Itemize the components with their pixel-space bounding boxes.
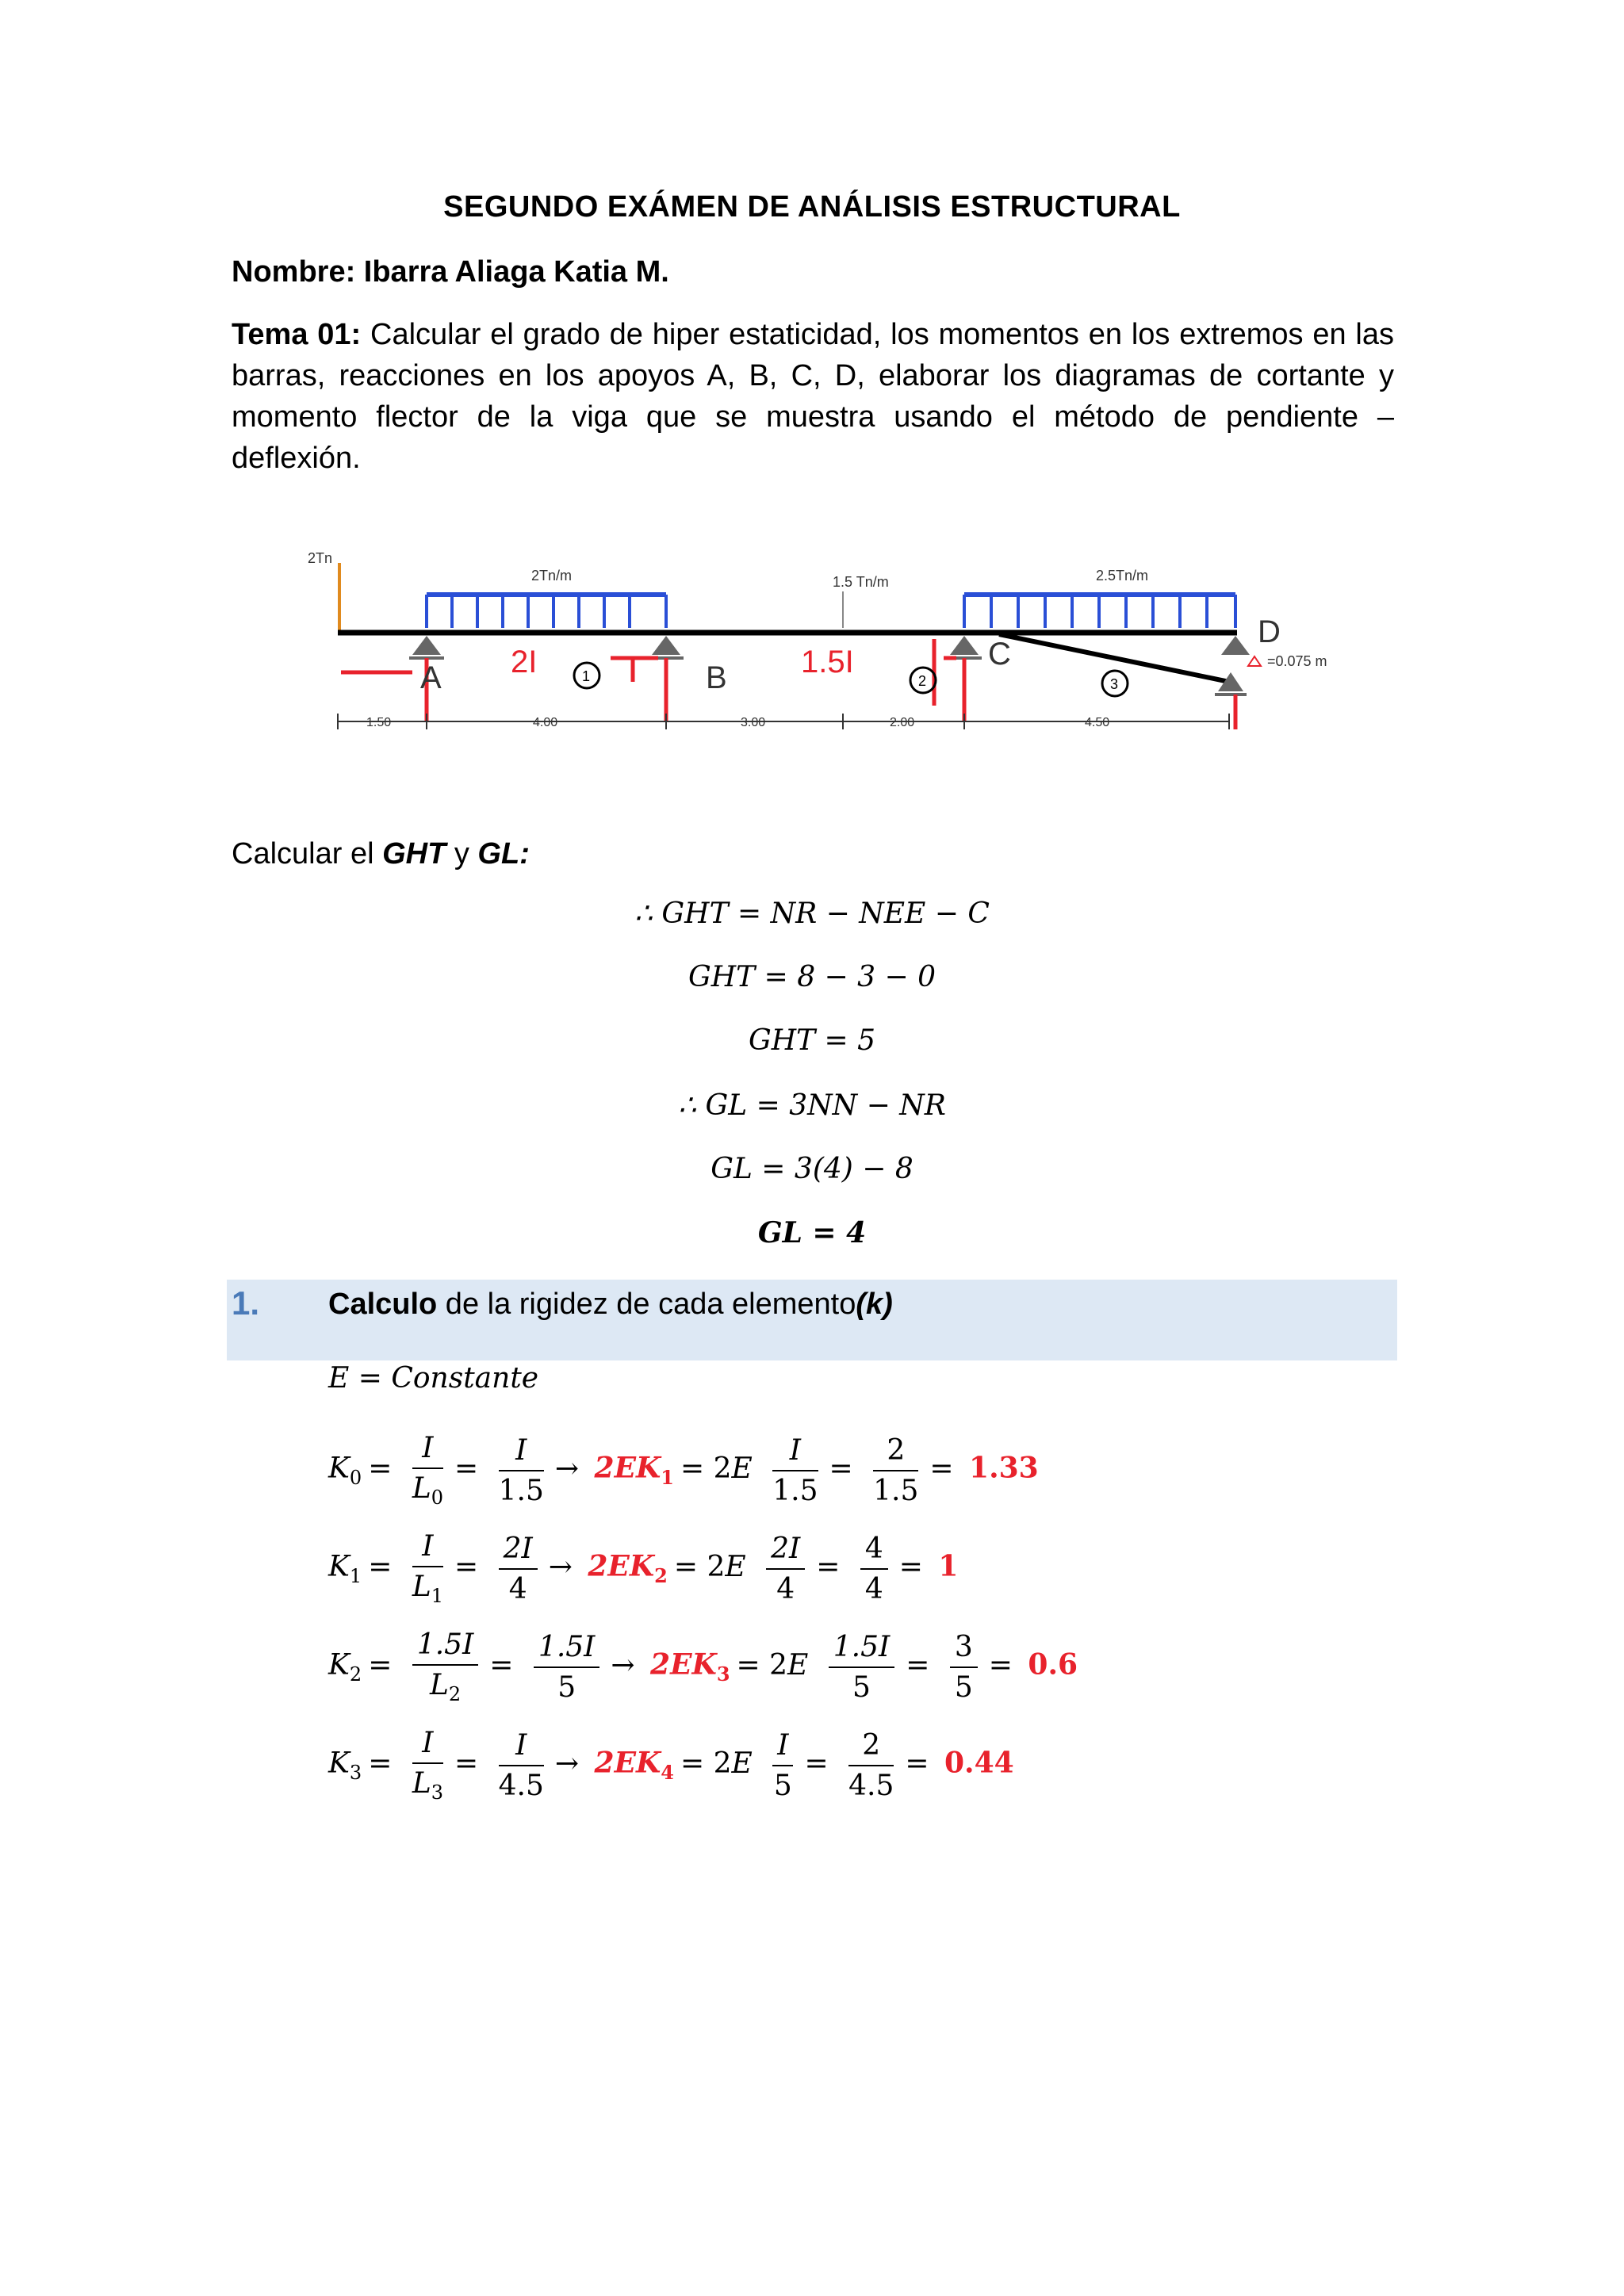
section-number: 1.	[232, 1284, 260, 1322]
stiffness-result-0: 1.33	[969, 1451, 1039, 1485]
support-b-label: B	[706, 660, 727, 695]
calc-intro-ght: GHT	[382, 837, 446, 871]
eq-gl-values: GL = 3(4) − 8	[710, 1153, 914, 1185]
calc-intro-mid: y	[446, 837, 478, 871]
load3-label: 2.5Tn/m	[1096, 568, 1149, 584]
support-d-label: D	[1258, 614, 1281, 649]
eq-ght-result: GHT = 5	[748, 1024, 876, 1057]
support-c-icon	[950, 636, 979, 655]
stiffness-row-1: $K_1$ = $\frac{I}{L_1}$ = $\frac{2I}{4}$ → $2EK_2 = 2E$ $\frac{2I}{4}$ = $\frac{4}{4}$ = 1	[328, 1530, 959, 1608]
dim-3: 3.00	[741, 716, 766, 729]
settlement-line	[999, 634, 1229, 682]
section-heading	[328, 1288, 893, 1322]
eq-gl-result: GL = 4	[757, 1216, 867, 1249]
page-title: SEGUNDO EXÁMEN DE ANÁLISIS ESTRUCTURAL	[443, 190, 1181, 224]
student-name: Nombre: Ibarra Aliaga Katia M.	[232, 255, 669, 289]
tema-label: Tema 01:	[232, 318, 362, 351]
dim-5: 4.50	[1085, 716, 1110, 729]
support-d-icon	[1221, 636, 1250, 655]
stiffness-result-2: 0.6	[1028, 1647, 1078, 1682]
load2-label: 1.5 Tn/m	[833, 574, 889, 590]
section-heading-k: (k)	[856, 1288, 893, 1321]
beam-diagram	[293, 539, 1372, 745]
stiffness-result-3: 0.44	[944, 1746, 1014, 1780]
stiffness-row-3: $K_3$ = $\frac{I}{L_3}$ = $\frac{I}{4.5}$ → $2EK_4 = 2E$ $\frac{I}{5}$ = $\frac{2}{4.5}$ = 0.44	[328, 1727, 1014, 1804]
dim-2: 4.00	[533, 716, 558, 729]
distributed-load-1	[427, 595, 666, 628]
dim-1: 1.50	[366, 716, 392, 729]
member-2-label: 2	[918, 673, 927, 689]
calc-intro	[232, 837, 530, 871]
section-heading-text: de la rigidez de cada elemento	[437, 1288, 856, 1321]
stiffness-row-2: $K_2$ = $\frac{1.5I}{L_2}$ = $\frac{1.5I}{5}$ → $2EK_3 = 2E$ $\frac{1.5I}{5}$ = $\frac{3}{5}$ = 0.6	[328, 1628, 1078, 1706]
point-load-label: 2Tn	[308, 550, 333, 566]
stiffness-result-1: 1	[938, 1549, 959, 1583]
dim-4: 2.00	[890, 716, 915, 729]
e-constant: E = Constante	[328, 1362, 539, 1395]
problem-statement	[232, 314, 1394, 479]
section-heading-bold: Calculo	[328, 1288, 438, 1321]
calc-intro-prefix: Calcular el	[232, 837, 383, 871]
support-b-icon	[652, 636, 680, 655]
load1-label: 2Tn/m	[531, 568, 573, 584]
eq-ght-formula: ∴ GHT = NR − NEE − C	[634, 897, 990, 930]
eq-gl-formula: ∴ GL = 3NN − NR	[678, 1089, 946, 1122]
tema-text: Calcular el grado de hiper estaticidad, los momentos en los extremos en las barras, reacciones en los apoyos A, B, C, D, elaborar los diagramas de cortante y momento flector de la viga que se muestra usando el método de pendiente – deflexión.	[232, 318, 1394, 475]
eq-ght-values: GHT = 8 − 3 − 0	[688, 961, 936, 993]
settlement-label: =0.075 m	[1267, 653, 1327, 669]
support-a-label: A	[420, 660, 442, 695]
inertia-label-1: 2I	[511, 645, 538, 679]
member-3-label: 3	[1110, 676, 1119, 692]
support-a-icon	[412, 636, 441, 655]
stiffness-row-0: $K_0$ = $\frac{I}{L_0}$ = $\frac{I}{1.5}$ → $2EK_1 = 2E$ $\frac{I}{1.5}$ = $\frac{2}{1.5}$ = 1.33	[328, 1432, 1039, 1510]
member-1-label: 1	[582, 668, 591, 684]
support-c-label: C	[988, 637, 1011, 672]
inertia-label-2: 1.5I	[801, 645, 854, 679]
calc-intro-gl: GL:	[477, 837, 530, 871]
distributed-load-3	[964, 595, 1235, 628]
